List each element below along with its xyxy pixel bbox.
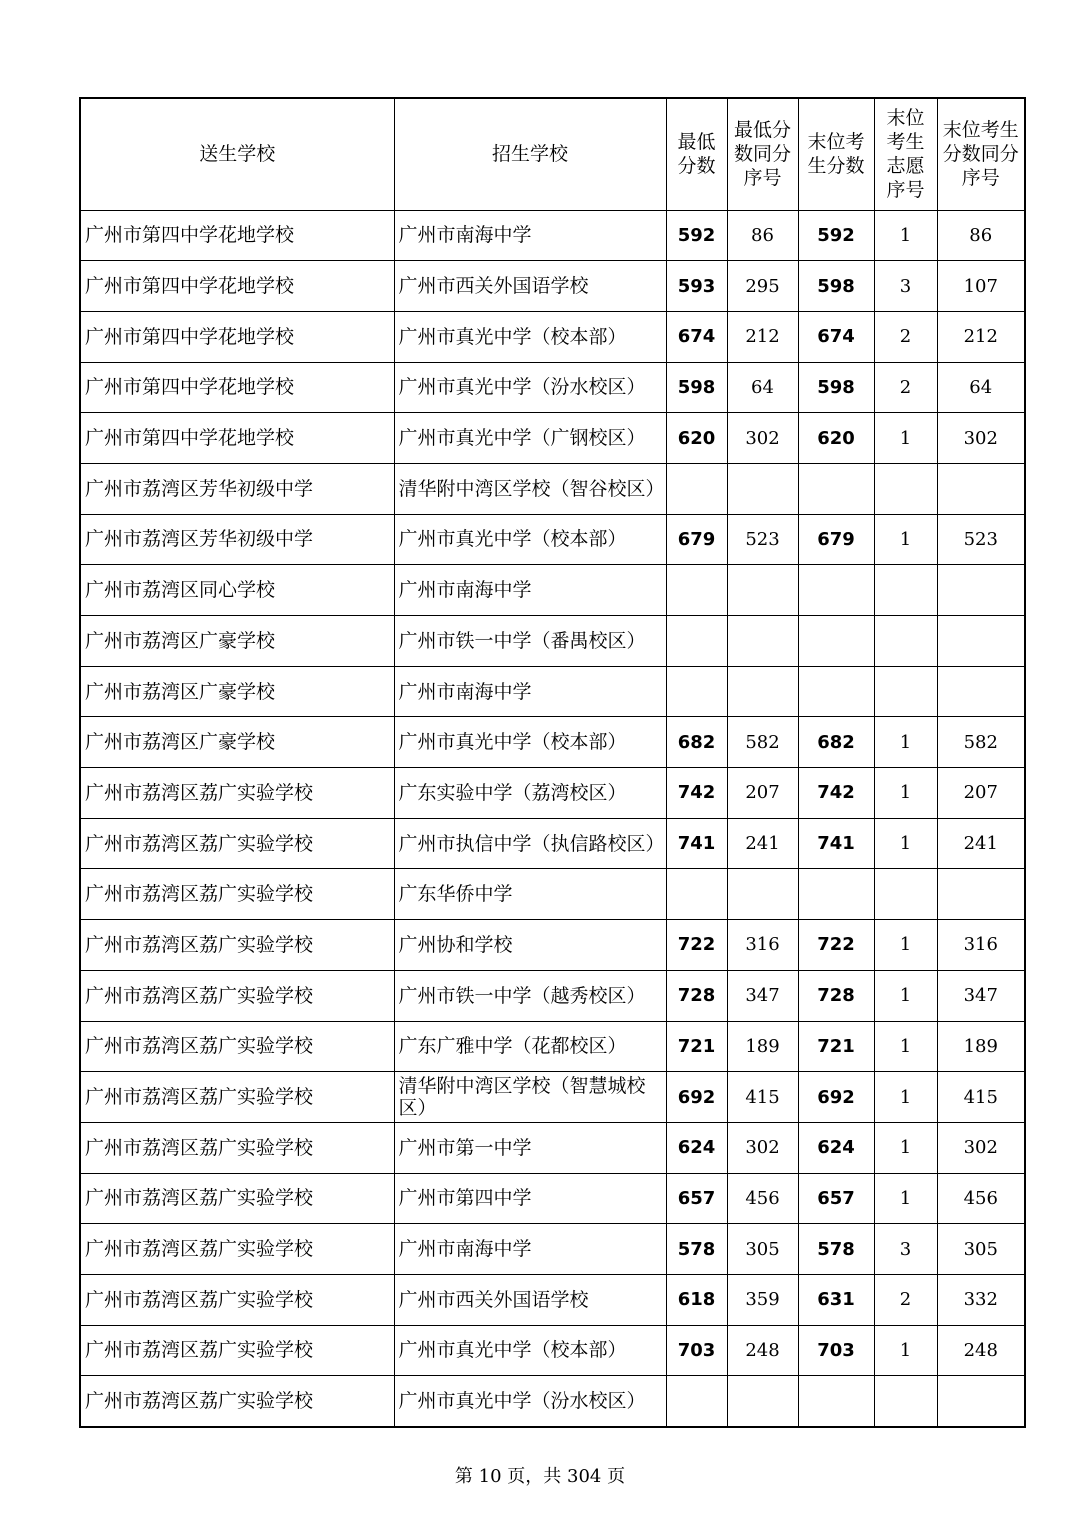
last-student-tie-rank-cell xyxy=(937,463,1025,514)
last-student-tie-rank-cell: 305 xyxy=(937,1224,1025,1275)
table-row xyxy=(80,413,1025,464)
sending-school-cell: 广州市荔湾区荔广实验学校 xyxy=(80,1021,394,1072)
last-student-tie-rank-cell: 212 xyxy=(937,311,1025,362)
last-student-tie-rank-cell: 64 xyxy=(937,362,1025,413)
last-student-choice-rank-cell xyxy=(874,616,937,667)
min-score-cell xyxy=(666,565,727,616)
sending-school-cell: 广州市荔湾区荔广实验学校 xyxy=(80,869,394,920)
table-row xyxy=(80,463,1025,514)
min-score-tie-rank-cell: 415 xyxy=(727,1072,798,1123)
min-score-tie-rank-cell: 295 xyxy=(727,261,798,312)
last-student-tie-rank-cell: 523 xyxy=(937,514,1025,565)
table-row xyxy=(80,1274,1025,1325)
last-student-score-cell: 742 xyxy=(798,768,874,819)
admitting-school-cell: 广州市西关外国语学校 xyxy=(394,1274,666,1325)
last-student-choice-rank-header: 末位 考生 志愿 序号 xyxy=(874,98,937,210)
min-score-tie-rank-cell: 86 xyxy=(727,210,798,261)
last-student-choice-rank-cell: 1 xyxy=(874,514,937,565)
admitting-school-cell: 广州市南海中学 xyxy=(394,1224,666,1275)
admitting-school-cell: 广州市真光中学（汾水校区） xyxy=(394,362,666,413)
last-student-tie-rank-cell: 456 xyxy=(937,1173,1025,1224)
min-score-header: 最低 分数 xyxy=(666,98,727,210)
last-student-tie-rank-cell: 415 xyxy=(937,1072,1025,1123)
min-score-tie-rank-header: 最低分 数同分 序号 xyxy=(727,98,798,210)
admitting-school-cell: 广州市真光中学（校本部） xyxy=(394,514,666,565)
last-student-tie-rank-cell: 207 xyxy=(937,768,1025,819)
sending-school-cell: 广州市荔湾区荔广实验学校 xyxy=(80,920,394,971)
min-score-cell: 598 xyxy=(666,362,727,413)
admitting-school-cell: 广州市第一中学 xyxy=(394,1122,666,1173)
table-row xyxy=(80,210,1025,261)
last-student-score-header: 末位考 生分数 xyxy=(798,98,874,210)
min-score-cell: 703 xyxy=(666,1325,727,1376)
admitting-school-header: 招生学校 xyxy=(394,98,666,210)
admission-score-table xyxy=(79,97,1026,1428)
last-student-tie-rank-cell xyxy=(937,869,1025,920)
sending-school-cell: 广州市第四中学花地学校 xyxy=(80,261,394,312)
table-row xyxy=(80,1122,1025,1173)
min-score-tie-rank-cell: 456 xyxy=(727,1173,798,1224)
admitting-school-cell: 广东广雅中学（花都校区） xyxy=(394,1021,666,1072)
min-score-cell: 742 xyxy=(666,768,727,819)
sending-school-cell: 广州市荔湾区荔广实验学校 xyxy=(80,768,394,819)
min-score-cell: 657 xyxy=(666,1173,727,1224)
min-score-cell xyxy=(666,869,727,920)
last-student-choice-rank-cell: 1 xyxy=(874,1072,937,1123)
last-student-tie-rank-cell xyxy=(937,565,1025,616)
min-score-cell: 624 xyxy=(666,1122,727,1173)
last-student-tie-rank-cell xyxy=(937,616,1025,667)
last-student-tie-rank-cell: 332 xyxy=(937,1274,1025,1325)
sending-school-cell: 广州市第四中学花地学校 xyxy=(80,210,394,261)
table-row xyxy=(80,970,1025,1021)
sending-school-cell: 广州市荔湾区荔广实验学校 xyxy=(80,818,394,869)
min-score-tie-rank-cell: 207 xyxy=(727,768,798,819)
table-row xyxy=(80,616,1025,667)
last-student-choice-rank-cell: 1 xyxy=(874,210,937,261)
min-score-tie-rank-cell: 212 xyxy=(727,311,798,362)
admitting-school-cell: 广州市南海中学 xyxy=(394,210,666,261)
min-score-cell: 578 xyxy=(666,1224,727,1275)
min-score-tie-rank-cell xyxy=(727,666,798,717)
table-row xyxy=(80,514,1025,565)
last-student-score-cell xyxy=(798,463,874,514)
sending-school-cell: 广州市荔湾区广豪学校 xyxy=(80,717,394,768)
last-student-choice-rank-cell: 2 xyxy=(874,362,937,413)
min-score-cell: 741 xyxy=(666,818,727,869)
last-student-score-cell: 721 xyxy=(798,1021,874,1072)
admitting-school-cell: 广州协和学校 xyxy=(394,920,666,971)
min-score-cell xyxy=(666,1376,727,1427)
min-score-tie-rank-cell: 302 xyxy=(727,413,798,464)
last-student-choice-rank-cell: 1 xyxy=(874,1325,937,1376)
min-score-cell: 722 xyxy=(666,920,727,971)
last-student-score-cell xyxy=(798,869,874,920)
last-student-choice-rank-cell: 1 xyxy=(874,413,937,464)
admitting-school-cell: 广州市真光中学（广钢校区） xyxy=(394,413,666,464)
sending-school-cell: 广州市荔湾区芳华初级中学 xyxy=(80,514,394,565)
min-score-tie-rank-cell: 347 xyxy=(727,970,798,1021)
last-student-choice-rank-cell: 3 xyxy=(874,261,937,312)
min-score-tie-rank-cell xyxy=(727,616,798,667)
table-row xyxy=(80,362,1025,413)
last-student-tie-rank-cell xyxy=(937,666,1025,717)
sending-school-cell: 广州市荔湾区荔广实验学校 xyxy=(80,1072,394,1123)
last-student-choice-rank-cell: 1 xyxy=(874,818,937,869)
last-student-score-cell: 598 xyxy=(798,362,874,413)
table-row xyxy=(80,717,1025,768)
last-student-score-cell xyxy=(798,1376,874,1427)
sending-school-cell: 广州市荔湾区芳华初级中学 xyxy=(80,463,394,514)
table-row xyxy=(80,920,1025,971)
last-student-score-cell: 620 xyxy=(798,413,874,464)
admitting-school-cell: 清华附中湾区学校（智谷校区） xyxy=(394,463,666,514)
sending-school-cell: 广州市荔湾区荔广实验学校 xyxy=(80,970,394,1021)
last-student-choice-rank-cell: 1 xyxy=(874,717,937,768)
last-student-choice-rank-cell: 1 xyxy=(874,1122,937,1173)
last-student-tie-rank-cell: 241 xyxy=(937,818,1025,869)
last-student-choice-rank-cell: 2 xyxy=(874,311,937,362)
last-student-tie-rank-cell: 302 xyxy=(937,1122,1025,1173)
min-score-cell: 721 xyxy=(666,1021,727,1072)
sending-school-cell: 广州市荔湾区广豪学校 xyxy=(80,616,394,667)
last-student-score-cell xyxy=(798,616,874,667)
last-student-score-cell: 598 xyxy=(798,261,874,312)
last-student-score-cell: 674 xyxy=(798,311,874,362)
last-student-choice-rank-cell: 1 xyxy=(874,970,937,1021)
table-row xyxy=(80,666,1025,717)
sending-school-cell: 广州市荔湾区荔广实验学校 xyxy=(80,1224,394,1275)
min-score-tie-rank-cell: 189 xyxy=(727,1021,798,1072)
min-score-cell: 679 xyxy=(666,514,727,565)
last-student-choice-rank-cell: 1 xyxy=(874,920,937,971)
last-student-tie-rank-cell: 316 xyxy=(937,920,1025,971)
last-student-score-cell: 624 xyxy=(798,1122,874,1173)
admitting-school-cell: 广州市西关外国语学校 xyxy=(394,261,666,312)
min-score-tie-rank-cell xyxy=(727,869,798,920)
last-student-tie-rank-cell: 302 xyxy=(937,413,1025,464)
table-row xyxy=(80,1325,1025,1376)
table-row xyxy=(80,869,1025,920)
last-student-choice-rank-cell xyxy=(874,463,937,514)
min-score-cell xyxy=(666,616,727,667)
table-row xyxy=(80,311,1025,362)
sending-school-cell: 广州市荔湾区同心学校 xyxy=(80,565,394,616)
min-score-tie-rank-cell: 64 xyxy=(727,362,798,413)
last-student-score-cell: 631 xyxy=(798,1274,874,1325)
last-student-score-cell: 703 xyxy=(798,1325,874,1376)
sending-school-cell: 广州市第四中学花地学校 xyxy=(80,362,394,413)
min-score-tie-rank-cell: 248 xyxy=(727,1325,798,1376)
sending-school-cell: 广州市荔湾区荔广实验学校 xyxy=(80,1325,394,1376)
table-row xyxy=(80,1376,1025,1427)
last-student-choice-rank-cell xyxy=(874,565,937,616)
admitting-school-cell: 广州市铁一中学（番禺校区） xyxy=(394,616,666,667)
sending-school-cell: 广州市荔湾区广豪学校 xyxy=(80,666,394,717)
admitting-school-cell: 广州市真光中学（校本部） xyxy=(394,1325,666,1376)
sending-school-cell: 广州市第四中学花地学校 xyxy=(80,311,394,362)
page-footer: 第 10 页，共 304 页 xyxy=(454,1466,626,1487)
last-student-score-cell: 692 xyxy=(798,1072,874,1123)
admitting-school-cell: 广州市南海中学 xyxy=(394,666,666,717)
min-score-tie-rank-cell xyxy=(727,565,798,616)
admitting-school-cell: 清华附中湾区学校（智慧城校区） xyxy=(394,1072,666,1123)
min-score-tie-rank-cell: 582 xyxy=(727,717,798,768)
last-student-choice-rank-cell: 1 xyxy=(874,1021,937,1072)
admitting-school-cell: 广州市真光中学（汾水校区） xyxy=(394,1376,666,1427)
last-student-choice-rank-cell xyxy=(874,1376,937,1427)
min-score-cell xyxy=(666,463,727,514)
min-score-tie-rank-cell xyxy=(727,463,798,514)
min-score-cell: 692 xyxy=(666,1072,727,1123)
last-student-score-cell: 578 xyxy=(798,1224,874,1275)
last-student-score-cell: 592 xyxy=(798,210,874,261)
min-score-cell: 593 xyxy=(666,261,727,312)
table-body xyxy=(80,210,1025,1427)
sending-school-cell: 广州市荔湾区荔广实验学校 xyxy=(80,1376,394,1427)
min-score-tie-rank-cell: 523 xyxy=(727,514,798,565)
min-score-tie-rank-cell: 359 xyxy=(727,1274,798,1325)
min-score-tie-rank-cell: 302 xyxy=(727,1122,798,1173)
table-row xyxy=(80,1224,1025,1275)
sending-school-cell: 广州市荔湾区荔广实验学校 xyxy=(80,1122,394,1173)
sending-school-cell: 广州市第四中学花地学校 xyxy=(80,413,394,464)
last-student-score-cell: 682 xyxy=(798,717,874,768)
last-student-score-cell: 657 xyxy=(798,1173,874,1224)
last-student-choice-rank-cell: 1 xyxy=(874,768,937,819)
last-student-choice-rank-cell xyxy=(874,869,937,920)
min-score-cell: 728 xyxy=(666,970,727,1021)
table-row xyxy=(80,1021,1025,1072)
last-student-score-cell xyxy=(798,666,874,717)
admitting-school-cell: 广州市第四中学 xyxy=(394,1173,666,1224)
table-row xyxy=(80,261,1025,312)
last-student-choice-rank-cell: 3 xyxy=(874,1224,937,1275)
last-student-score-cell xyxy=(798,565,874,616)
last-student-tie-rank-header: 末位考生 分数同分 序号 xyxy=(937,98,1025,210)
last-student-tie-rank-cell: 86 xyxy=(937,210,1025,261)
admitting-school-cell: 广州市真光中学（校本部） xyxy=(394,311,666,362)
table-row xyxy=(80,1173,1025,1224)
table-row xyxy=(80,818,1025,869)
min-score-tie-rank-cell: 241 xyxy=(727,818,798,869)
admitting-school-cell: 广州市铁一中学（越秀校区） xyxy=(394,970,666,1021)
min-score-cell: 682 xyxy=(666,717,727,768)
last-student-tie-rank-cell: 189 xyxy=(937,1021,1025,1072)
min-score-tie-rank-cell: 316 xyxy=(727,920,798,971)
table-row xyxy=(80,1072,1025,1123)
last-student-score-cell: 741 xyxy=(798,818,874,869)
min-score-cell: 592 xyxy=(666,210,727,261)
min-score-tie-rank-cell: 305 xyxy=(727,1224,798,1275)
table-row xyxy=(80,565,1025,616)
admitting-school-cell: 广州市真光中学（校本部） xyxy=(394,717,666,768)
last-student-score-cell: 679 xyxy=(798,514,874,565)
admitting-school-cell: 广州市南海中学 xyxy=(394,565,666,616)
sending-school-cell: 广州市荔湾区荔广实验学校 xyxy=(80,1173,394,1224)
sending-school-cell: 广州市荔湾区荔广实验学校 xyxy=(80,1274,394,1325)
min-score-cell xyxy=(666,666,727,717)
min-score-cell: 618 xyxy=(666,1274,727,1325)
last-student-choice-rank-cell: 1 xyxy=(874,1173,937,1224)
sending-school-header: 送生学校 xyxy=(80,98,394,210)
last-student-choice-rank-cell xyxy=(874,666,937,717)
last-student-score-cell: 722 xyxy=(798,920,874,971)
last-student-choice-rank-cell: 2 xyxy=(874,1274,937,1325)
last-student-tie-rank-cell: 107 xyxy=(937,261,1025,312)
admitting-school-cell: 广州市执信中学（执信路校区） xyxy=(394,818,666,869)
last-student-tie-rank-cell: 582 xyxy=(937,717,1025,768)
min-score-cell: 620 xyxy=(666,413,727,464)
last-student-score-cell: 728 xyxy=(798,970,874,1021)
table-header-row xyxy=(80,98,1025,210)
min-score-tie-rank-cell xyxy=(727,1376,798,1427)
table-row xyxy=(80,768,1025,819)
last-student-tie-rank-cell: 347 xyxy=(937,970,1025,1021)
last-student-tie-rank-cell: 248 xyxy=(937,1325,1025,1376)
admitting-school-cell: 广东实验中学（荔湾校区） xyxy=(394,768,666,819)
admitting-school-cell: 广东华侨中学 xyxy=(394,869,666,920)
last-student-tie-rank-cell xyxy=(937,1376,1025,1427)
min-score-cell: 674 xyxy=(666,311,727,362)
